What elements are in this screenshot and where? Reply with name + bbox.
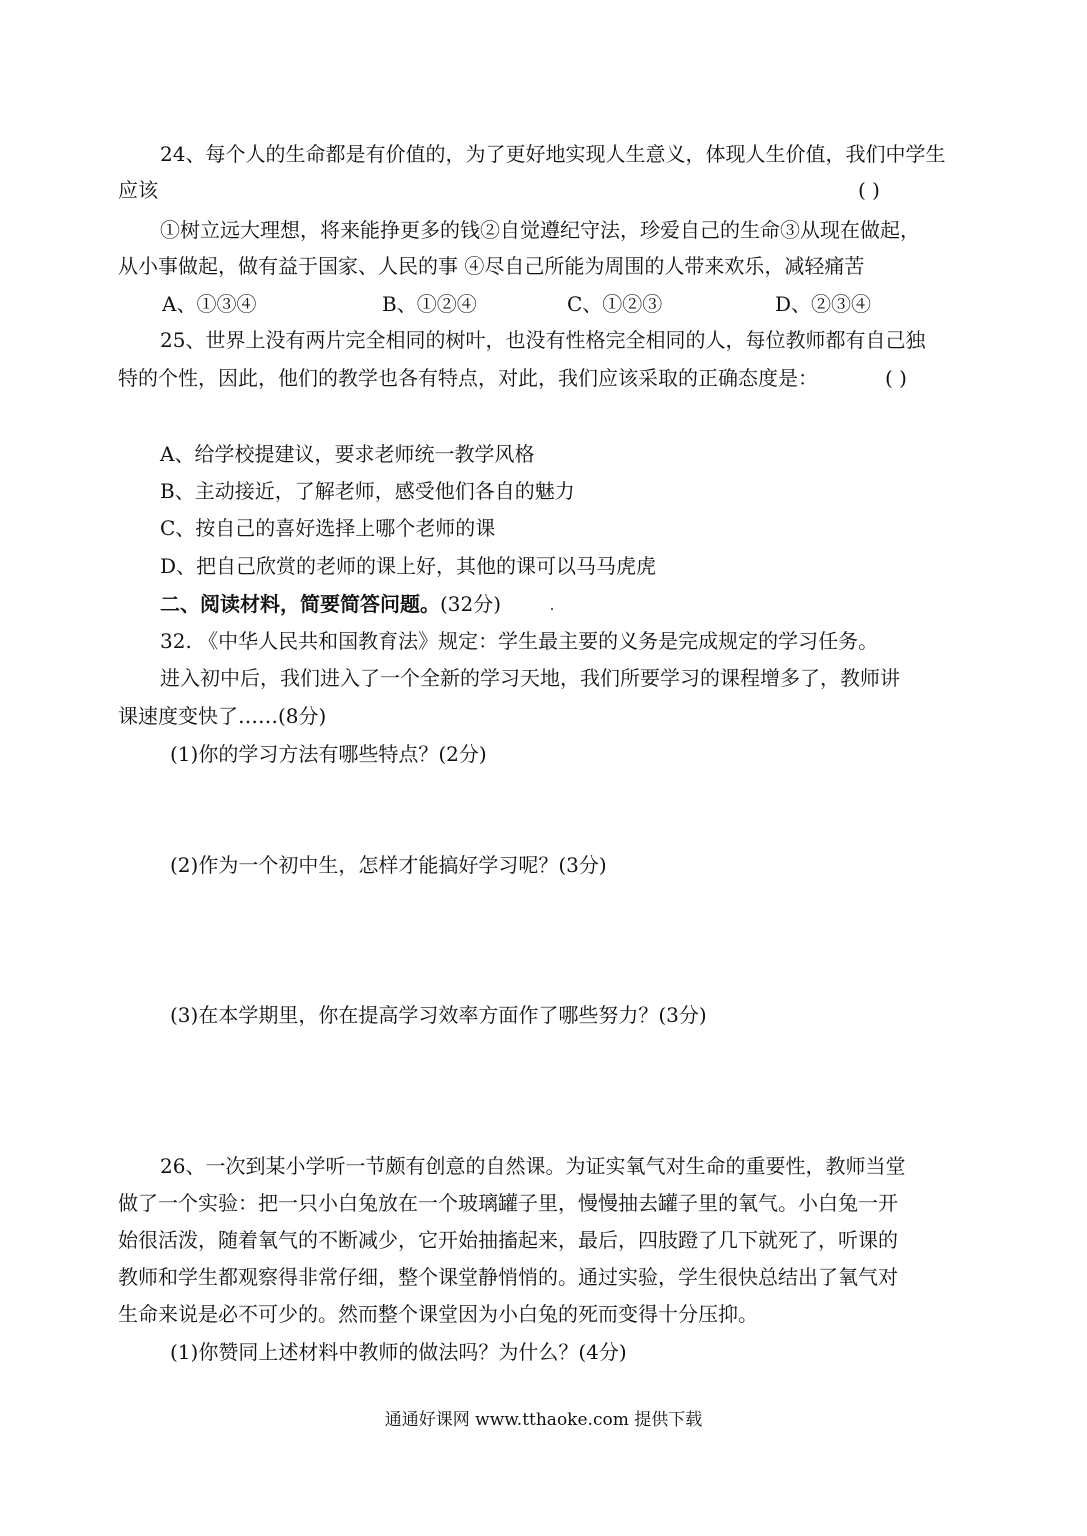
q24-answer-paren: ( ) <box>858 178 880 202</box>
q25-option-c: C、按自己的喜好选择上哪个老师的课 <box>160 516 496 540</box>
q24-statement-1: ①树立远大理想，将来能挣更多的钱②自觉遵纪守法，珍爱自己的生命③从现在做起， <box>160 218 920 242</box>
q26-line-5: 生命来说是必不可少的。然而整个课堂因为小白兔的死而变得十分压抑。 <box>118 1302 758 1326</box>
section-2-heading <box>160 590 501 618</box>
q24-line-2: 应该 <box>118 178 158 202</box>
q24-option-d: D、②③④ <box>775 292 872 316</box>
q32-line-1: 32. 《中华人民共和国教育法》规定：学生最主要的义务是完成规定的学习任务。 <box>160 629 879 653</box>
q25-line-2: 特的个性，因此，他们的教学也各有特点，对此，我们应该采取的正确态度是： <box>118 366 818 390</box>
q24-line-1: 24、每个人的生命都是有价值的，为了更好地实现人生意义，体现人生价值，我们中学生 <box>160 142 946 166</box>
q25-option-b: B、主动接近，了解老师，感受他们各自的魅力 <box>160 479 575 503</box>
q26-line-2: 做了一个实验：把一只小白兔放在一个玻璃罐子里，慢慢抽去罐子里的氧气。小白兔一开 <box>118 1191 898 1215</box>
q25-option-d: D、把自己欣赏的老师的课上好，其他的课可以马马虎虎 <box>160 554 657 578</box>
q24-option-a: A、①③④ <box>162 292 257 316</box>
q26-subquestion-1: (1)你赞同上述材料中教师的做法吗？为什么？(4分) <box>170 1340 627 1364</box>
q32-subquestion-1: (1)你的学习方法有哪些特点？(2分) <box>170 742 487 766</box>
q24-option-c: C、①②③ <box>567 292 663 316</box>
q32-subquestion-3: (3)在本学期里，你在提高学习效率方面作了哪些努力？(3分) <box>170 1003 707 1027</box>
q25-answer-paren: ( ) <box>885 366 907 390</box>
q26-line-1: 26、一次到某小学听一节颇有创意的自然课。为证实氧气对生命的重要性，教师当堂 <box>160 1154 906 1178</box>
stray-dot-mark <box>551 608 553 610</box>
q24-statement-2: 从小事做起，做有益于国家、人民的事 ④尽自己所能为周围的人带来欢乐，减轻痛苦 <box>118 254 865 278</box>
q26-line-3: 始很活泼，随着氧气的不断减少，它开始抽搐起来，最后，四肢蹬了几下就死了，听课的 <box>118 1228 898 1252</box>
q32-line-2: 进入初中后，我们进入了一个全新的学习天地，我们所要学习的课程增多了，教师讲 <box>160 666 900 690</box>
q24-option-b: B、①②④ <box>382 292 477 316</box>
q25-line-1: 25、世界上没有两片完全相同的树叶，也没有性格完全相同的人，每位教师都有自己独 <box>160 328 926 352</box>
section-2-score: (32分) <box>440 592 502 616</box>
page-footer: 通通好课网 www.tthaoke.com 提供下载 <box>384 1410 703 1430</box>
q32-line-3: 课速度变快了……(8分) <box>118 704 327 728</box>
q25-option-a: A、给学校提建议，要求老师统一教学风格 <box>160 442 535 466</box>
q32-subquestion-2: (2)作为一个初中生，怎样才能搞好学习呢？(3分) <box>170 853 607 877</box>
q26-line-4: 教师和学生都观察得非常仔细，整个课堂静悄悄的。通过实验，学生很快总结出了氧气对 <box>118 1265 898 1289</box>
section-2-title: 二、阅读材料，简要简答问题。 <box>160 592 440 616</box>
